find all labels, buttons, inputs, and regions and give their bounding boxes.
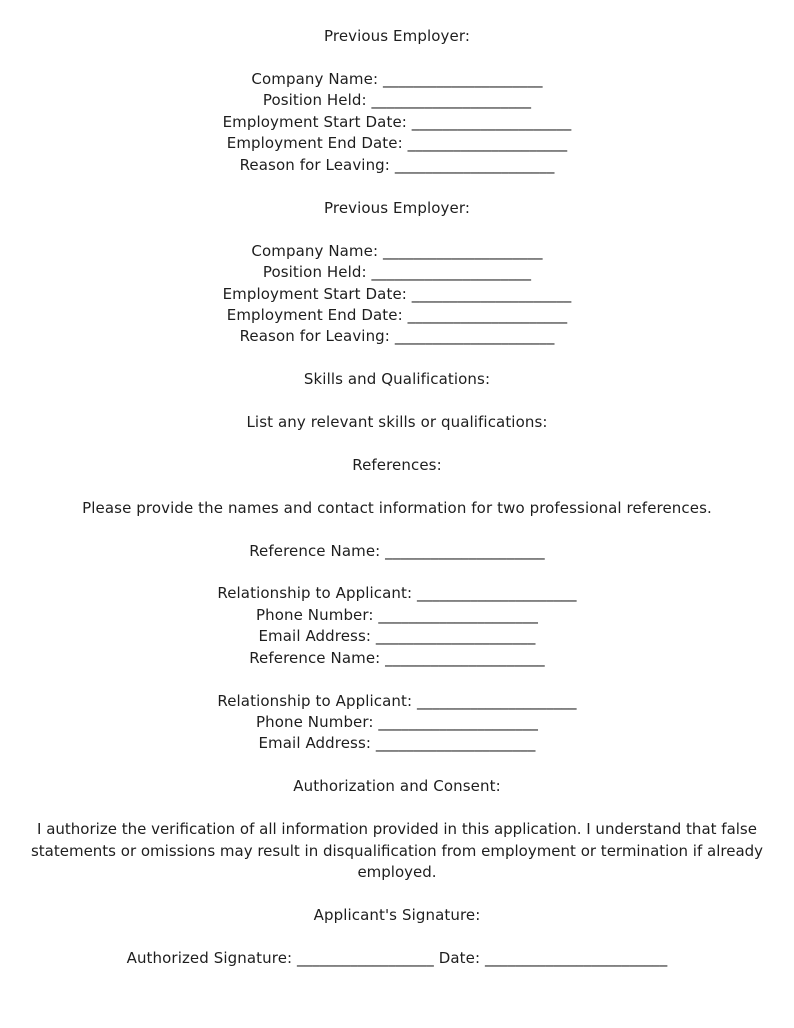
employer-1-reason-leaving-field[interactable]: Reason for Leaving: _____________________	[239, 156, 555, 174]
employer-2-reason-leaving-field[interactable]: Reason for Leaving: _____________________	[239, 327, 555, 345]
authorization-heading: Authorization and Consent:	[293, 777, 501, 795]
reference-2-relationship-field[interactable]: Relationship to Applicant: _____________________	[217, 692, 577, 710]
employer-1-company-name-field[interactable]: Company Name: _____________________	[251, 70, 543, 88]
employer-2-company-name-field[interactable]: Company Name: _____________________	[251, 242, 543, 260]
employer-2-start-date-field[interactable]: Employment Start Date: _____________________	[222, 285, 572, 303]
reference-1-phone-field[interactable]: Phone Number: _____________________	[255, 606, 539, 624]
reference-2-name-field[interactable]: Reference Name: _____________________	[249, 649, 545, 667]
employer-1-position-held-field[interactable]: Position Held: _____________________	[262, 91, 532, 109]
references-heading: References:	[352, 456, 442, 474]
applicant-signature-heading: Applicant's Signature:	[313, 906, 481, 924]
reference-2-email-field[interactable]: Email Address: _____________________	[258, 734, 536, 752]
reference-1-email-field[interactable]: Email Address: _____________________	[258, 627, 536, 645]
reference-1-name-field[interactable]: Reference Name: _____________________	[249, 542, 545, 560]
employer-2-position-held-field[interactable]: Position Held: _____________________	[262, 263, 532, 281]
authorization-statement: I authorize the verification of all information provided in this application. I understand that false statements or omissions may result in disqualification from employment or termination if already employed.	[30, 820, 764, 881]
skills-prompt: List any relevant skills or qualifications:	[246, 413, 548, 431]
employer-1-end-date-field[interactable]: Employment End Date: _____________________	[226, 134, 568, 152]
reference-2-phone-field[interactable]: Phone Number: _____________________	[255, 713, 539, 731]
previous-employer-1-heading: Previous Employer:	[324, 27, 470, 45]
employer-2-end-date-field[interactable]: Employment End Date: _____________________	[226, 306, 568, 324]
previous-employer-2-heading: Previous Employer:	[324, 199, 470, 217]
reference-1-relationship-field[interactable]: Relationship to Applicant: _____________________	[217, 584, 577, 602]
references-instructions: Please provide the names and contact information for two professional references.	[82, 499, 712, 517]
skills-heading: Skills and Qualifications:	[303, 370, 491, 388]
employer-1-start-date-field[interactable]: Employment Start Date: _____________________	[222, 113, 572, 131]
authorized-signature-date-field[interactable]: Authorized Signature: __________________ Date: ________________________	[126, 949, 668, 967]
